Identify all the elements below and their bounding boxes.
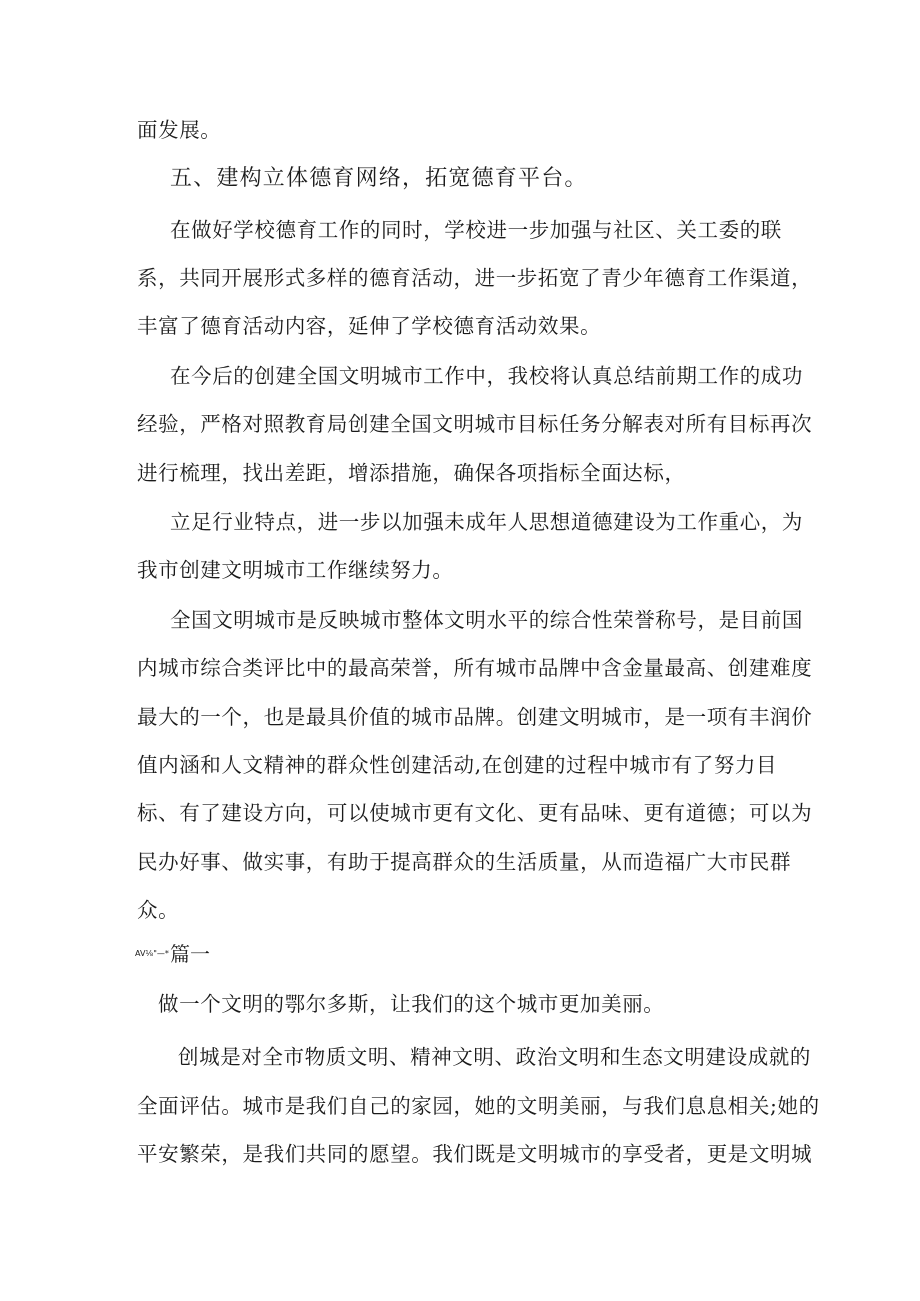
- text-line: 值内涵和人文精神的群众性创建活动,在创建的过程中城市有了努力目: [137, 753, 778, 777]
- text-line: 最大的一个，也是最具价值的城市品牌。创建文明城市，是一项有丰润价: [137, 705, 813, 729]
- text-line: 立足行业特点，进一步以加强未成年人思想道德建设为工作重心，为: [170, 510, 803, 534]
- text-line: 标、有了建设方向，可以使城市更有文化、更有品味、更有道德；可以为: [137, 801, 813, 825]
- text-line: 内城市综合类评比中的最高荣誉，所有城市品牌中含金量最高、创建难度: [137, 656, 813, 680]
- section-marker-small: AV⅛"—*: [135, 949, 169, 958]
- text-line: 全国文明城市是反映城市整体文明水平的综合性荣誉称号，是目前国: [170, 608, 803, 632]
- text-line: 经验，严格对照教育局创建全国文明城市目标任务分解表对所有目标再次: [137, 412, 813, 436]
- text-line: 在做好学校德育工作的同时，学校进一步加强与社区、关工委的联: [170, 218, 782, 242]
- text-line: 创城是对全市物质文明、精神文明、政治文明和生态文明建设成就的: [178, 1045, 811, 1069]
- section-marker-label: 篇一: [170, 942, 210, 966]
- text-line: 众。: [137, 898, 180, 922]
- text-line: 进行梳理，找出差距，增添措施，确保各项指标全面达标，: [137, 461, 686, 485]
- text-line: 系，共同开展形式多样的德育活动，进一步拓宽了青少年德育工作渠道，: [137, 266, 813, 290]
- text-line: 丰富了德育活动内容，延伸了学校德育活动效果。: [137, 314, 602, 338]
- text-line: 我市创建文明城市工作继续努力。: [137, 558, 454, 582]
- section-heading: 五、建构立体德育网络，拓宽德育平台。: [170, 166, 588, 191]
- text-line: 做一个文明的鄂尔多斯，让我们的这个城市更加美丽。: [158, 992, 665, 1016]
- text-line: 民办好事、做实事，有助于提高群众的生活质量，从而造福广大市民群: [137, 850, 792, 874]
- text-line: 平安繁荣，是我们共同的愿望。我们既是文明城市的享受者，更是文明城: [137, 1142, 813, 1166]
- text-line: 全面评估。城市是我们自己的家园，她的文明美丽，与我们息息相关;她的: [137, 1094, 820, 1118]
- text-line: 在今后的创建全国文明城市工作中，我校将认真总结前期工作的成功: [170, 364, 803, 388]
- text-line: 面发展。: [137, 118, 222, 142]
